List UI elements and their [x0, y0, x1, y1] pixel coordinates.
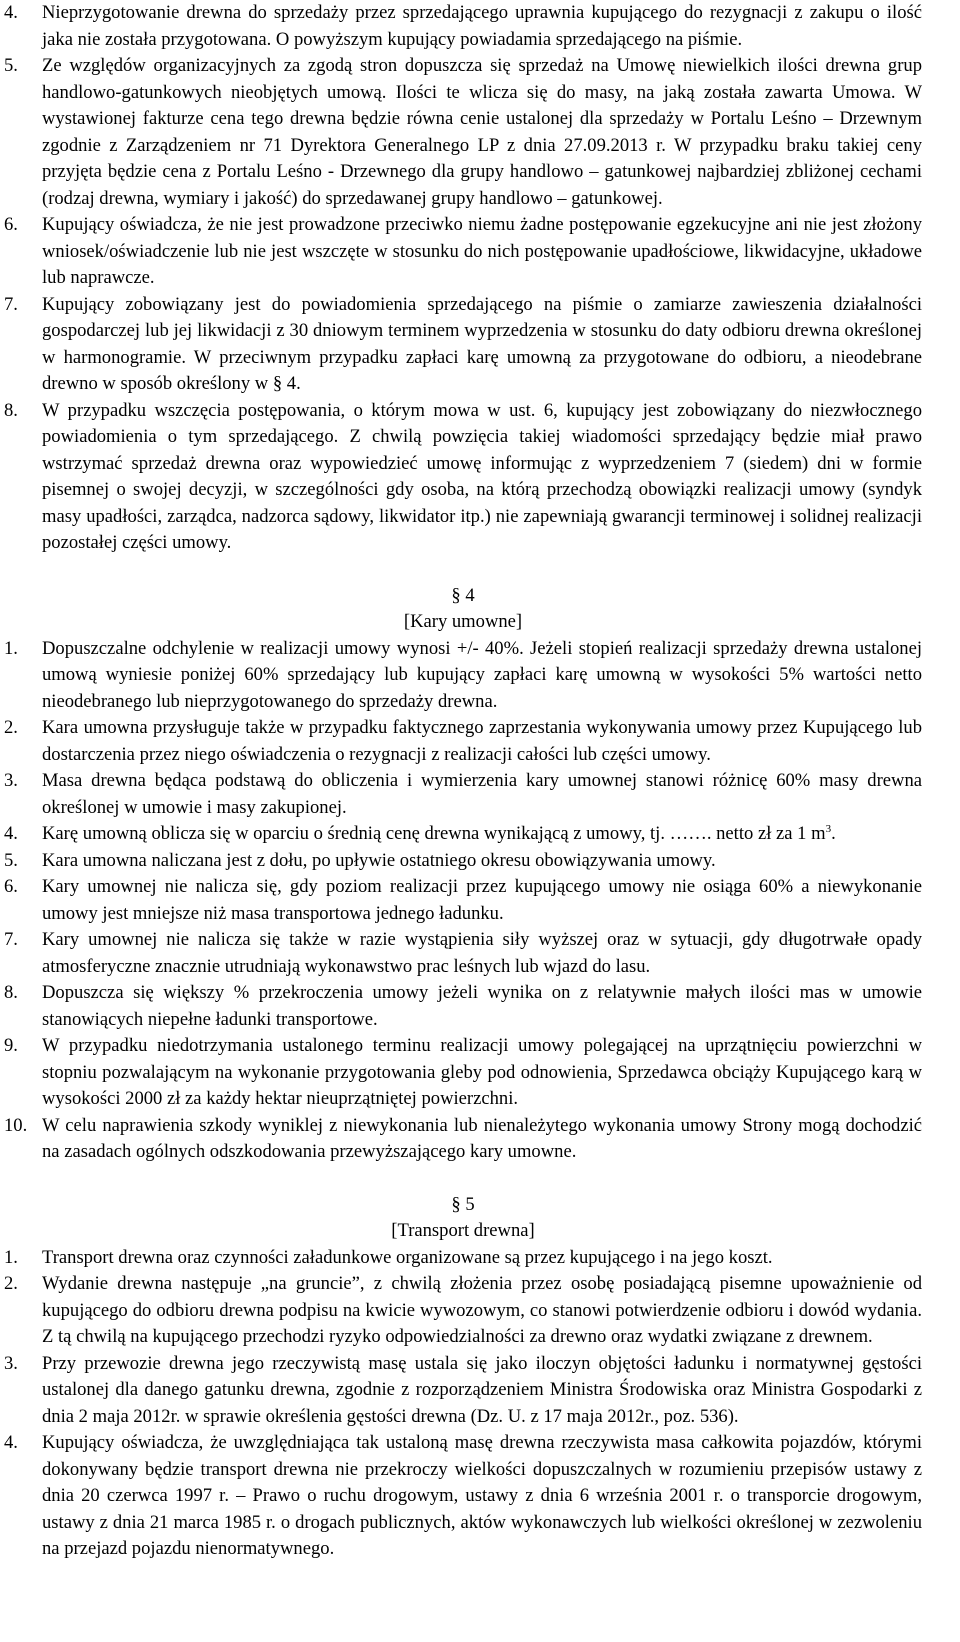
item-text: Kara umowna przysługuje także w przypadku faktycznego zaprzestania wykonywania umowy przez Kupującego lub dostarczenia przez niego oświadczenia o rezygnacji z realizacji całości lub części umowy. [42, 717, 922, 765]
item-text: Kupujący oświadcza, że uwzględniająca tak ustaloną masę drewna rzeczywista masa całkowita pojazdów, którymi dokonywany będzie transport drewna nie przekroczy wielkości dopuszczalnych w rozumieniu przepisów ustawy z dnia 20 czerwca 1997 r. – Prawo o ruchu drogowym, ustawy z dnia 6 września 2001 r. o transporcie drogowym, ustawy z dnia 21 marca 1985 r. o drogach publicznych, aktów wykonawczych lub wielkości określonej w zezwoleniu na przejazd pojazdu nienormatywnego. [42, 1432, 922, 1559]
section-5 [4, 1192, 922, 1563]
list-item [4, 1351, 922, 1431]
list-item [4, 874, 922, 927]
list-item [4, 0, 922, 53]
section-4-items [4, 636, 922, 1166]
section-5-items [4, 1245, 922, 1563]
item-number: 7. [4, 929, 18, 950]
item-text: Kary umownej nie nalicza się, gdy poziom realizacji przez kupującego umowy nie osiąga 60% a niewykonanie umowy jest mniejsze niż masa transportowa jednego ładunku. [42, 876, 922, 924]
item-number: 8. [4, 982, 18, 1003]
section-3-tail [4, 0, 922, 557]
item-text: Kara umowna naliczana jest z dołu, po upływie ostatniego okresu obowiązywania umowy. [42, 849, 716, 871]
item-text: Karę umowną oblicza się w oparciu o średnią cenę drewna wynikającą z umowy, tj. ……. netto zł za 1 m [42, 823, 826, 844]
section-heading [4, 1192, 922, 1245]
list-item [4, 980, 922, 1033]
list-item [4, 1245, 922, 1272]
list-item [4, 292, 922, 398]
superscript: 3 [825, 822, 832, 835]
list-item [4, 636, 922, 716]
item-text: Ze względów organizacyjnych za zgodą stron dopuszcza się sprzedaż na Umowę niewielkich ilości drewna grup handlowo-gatunkowych nieobjętych umową. Ilości te wlicza się do masy, na jaką została zawarta Umowa. W wystawionej fakturze cena tego drewna będzie równa cenie ustalonej dla sprzedaży w Portalu Leśno – Drzewnym zgodnie z Zarządzeniem nr 71 Dyrektora Generalnego LP z dnia 27.09.2013 r. W przypadku braku takiej ceny przyjęta będzie cena z Portalu Leśno - Drzewnego dla grupy handlowo – gatunkowej najbardziej zbliżonej cechami (rodzaj drewna, wymiary i jakość) do sprzedawanej grupy handlowo – gatunkowej. [42, 55, 922, 209]
section-3-items [4, 0, 922, 557]
item-text: Transport drewna oraz czynności załadunkowe organizowane są przez kupującego i na jego koszt. [42, 1246, 773, 1268]
item-number: 7. [4, 293, 18, 315]
item-number: 3. [4, 770, 18, 791]
list-item [4, 927, 922, 980]
list-item [4, 53, 922, 212]
list-item [4, 1430, 922, 1563]
list-item [4, 1113, 922, 1166]
item-number: 8. [4, 399, 18, 421]
item-text: Przy przewozie drewna jego rzeczywistą masę ustala się jako iloczyn objętości ładunku i normatywnej gęstości ustalonej dla danego gatunku drewna, zgodnie z rozporządzeniem Ministra Środowiska oraz Ministra Gospodarki z dnia 2 maja 2012r. w sprawie określenia gęstości drewna (Dz. U. z 17 maja 2012r., poz. 536). [42, 1352, 922, 1427]
item-number: 3. [4, 1352, 18, 1374]
list-item [4, 1033, 922, 1113]
item-text: Wydanie drewna następuje „na gruncie”, z chwilą złożenia przez osobę posiadającą pisemne upoważnienie od kupującego do odbioru drewna podpisu na kwicie wywozowym, co stanowi potwierdzenie odbioru i dowód wydania. Z tą chwilą na kupującego przechodzi ryzyko odpowiedzialności za drewno oraz wydatki związane z drewnem. [42, 1273, 922, 1347]
item-number: 4. [4, 823, 18, 844]
item-text: W przypadku wszczęcia postępowania, o którym mowa w ust. 6, kupujący jest zobowiązany do niezwłocznego powiadomienia o tym sprzedającego. Z chwilą powzięcia takiej wiadomości sprzedający będzie miał prawo wstrzymać sprzedaż drewna oraz wypowiedzieć umowę informując z wyprzedzeniem 7 (siedem) dni w formie pisemnej o swojej decyzji, w szczególności gdy osoba, na którą przechodzą obowiązki realizacji umowy (syndyk masy upadłości, zarządca, nadzorca sądowy, likwidator itp.) nie zapewniają gwarancji terminowej i solidnej realizacji pozostałej części umowy. [42, 399, 922, 553]
section-4 [4, 583, 922, 1166]
item-text-end: . [831, 823, 836, 844]
item-text: W przypadku niedotrzymania ustalonego terminu realizacji umowy polegającej na uprzątnięciu powierzchni w stopniu pozwalającym na wykonanie przygotowania gleby pod odnowienia, Sprzedawca obciąży Kupującego karą w wysokości 2000 zł za każdy hektar nieuprzątniętej powierzchni. [42, 1035, 922, 1109]
item-number: 2. [4, 1273, 18, 1294]
list-item [4, 1271, 922, 1351]
list-item [4, 715, 922, 768]
item-text: Nieprzygotowanie drewna do sprzedaży przez sprzedającego uprawnia kupującego do rezygnacji z zakupu o ilość jaka nie została przygotowana. O powyższym kupujący powiadamia sprzedającego na piśmie. [42, 2, 922, 50]
item-number: 1. [4, 1246, 18, 1268]
section-symbol: § 5 [451, 1193, 475, 1215]
item-text: Kupujący oświadcza, że nie jest prowadzone przeciwko niemu żadne postępowanie egzekucyjne ani nie jest złożony wniosek/oświadczenie lub nie jest wszczęte w stosunku do nich postępowanie upadłościowe, likwidacyjne, układowe lub naprawcze. [42, 214, 922, 288]
item-text: W celu naprawienia szkody wyniklej z niewykonania lub nienależytego wykonania umowy Strony mogą dochodzić na zasadach ogólnych odszkodowania przewyższającego kary umowne. [42, 1114, 922, 1162]
list-item [4, 398, 922, 557]
item-text: Dopuszczalne odchylenie w realizacji umowy wynosi +/- 40%. Jeżeli stopień realizacji sprzedaży drewna ustalonej umową wyniesie poniżej 60% sprzedający lub kupujący zapłaci karę umowną w wysokości 5% wartości netto nieodebranego lub nieprzygotowanego do sprzedaży drewna. [42, 637, 922, 712]
item-number: 5. [4, 55, 18, 76]
list-item [4, 848, 922, 875]
item-text: Dopuszcza się większy % przekroczenia umowy jeżeli wynika on z relatywnie małych ilości mas w umowie stanowiących niepełne ładunki transportowe. [42, 982, 922, 1030]
item-number: 9. [4, 1035, 18, 1056]
item-number: 5. [4, 849, 18, 871]
section-symbol: § 4 [451, 584, 475, 606]
item-number: 2. [4, 717, 18, 738]
section-title: [Kary umowne] [403, 611, 523, 632]
section-heading [4, 583, 922, 636]
list-item [4, 768, 922, 821]
item-number: 6. [4, 214, 18, 235]
item-number: 4. [4, 2, 18, 23]
section-title: [Transport drewna] [391, 1220, 535, 1241]
list-item [4, 212, 922, 292]
item-number: 6. [4, 876, 18, 897]
item-text: Kupujący zobowiązany jest do powiadomienia sprzedającego na piśmie o zamiarze zawieszenia działalności gospodarczej lub jej likwidacji z 30 dniowym terminem wyprzedzenia w stosunku do daty odbioru drewna określonej w harmonogramie. W przeciwnym przypadku zapłaci karę umowną za przygotowane do odbioru, a nieodebrane drewno w sposób określony w § 4. [42, 293, 922, 394]
item-text: Masa drewna będąca podstawą do obliczenia i wymierzenia kary umownej stanowi różnicę 60% masy drewna określonej w umowie i masy zakupionej. [42, 770, 922, 818]
item-number: 10. [4, 1114, 28, 1136]
list-item [4, 821, 922, 848]
item-number: 4. [4, 1432, 18, 1453]
item-text: Kary umownej nie nalicza się także w razie wystąpienia siły wyższej oraz w sytuacji, gdy długotrwałe opady atmosferyczne znacznie utrudniają wykonawstwo prac leśnych lub wjazd do lasu. [42, 929, 922, 977]
item-number: 1. [4, 637, 18, 659]
